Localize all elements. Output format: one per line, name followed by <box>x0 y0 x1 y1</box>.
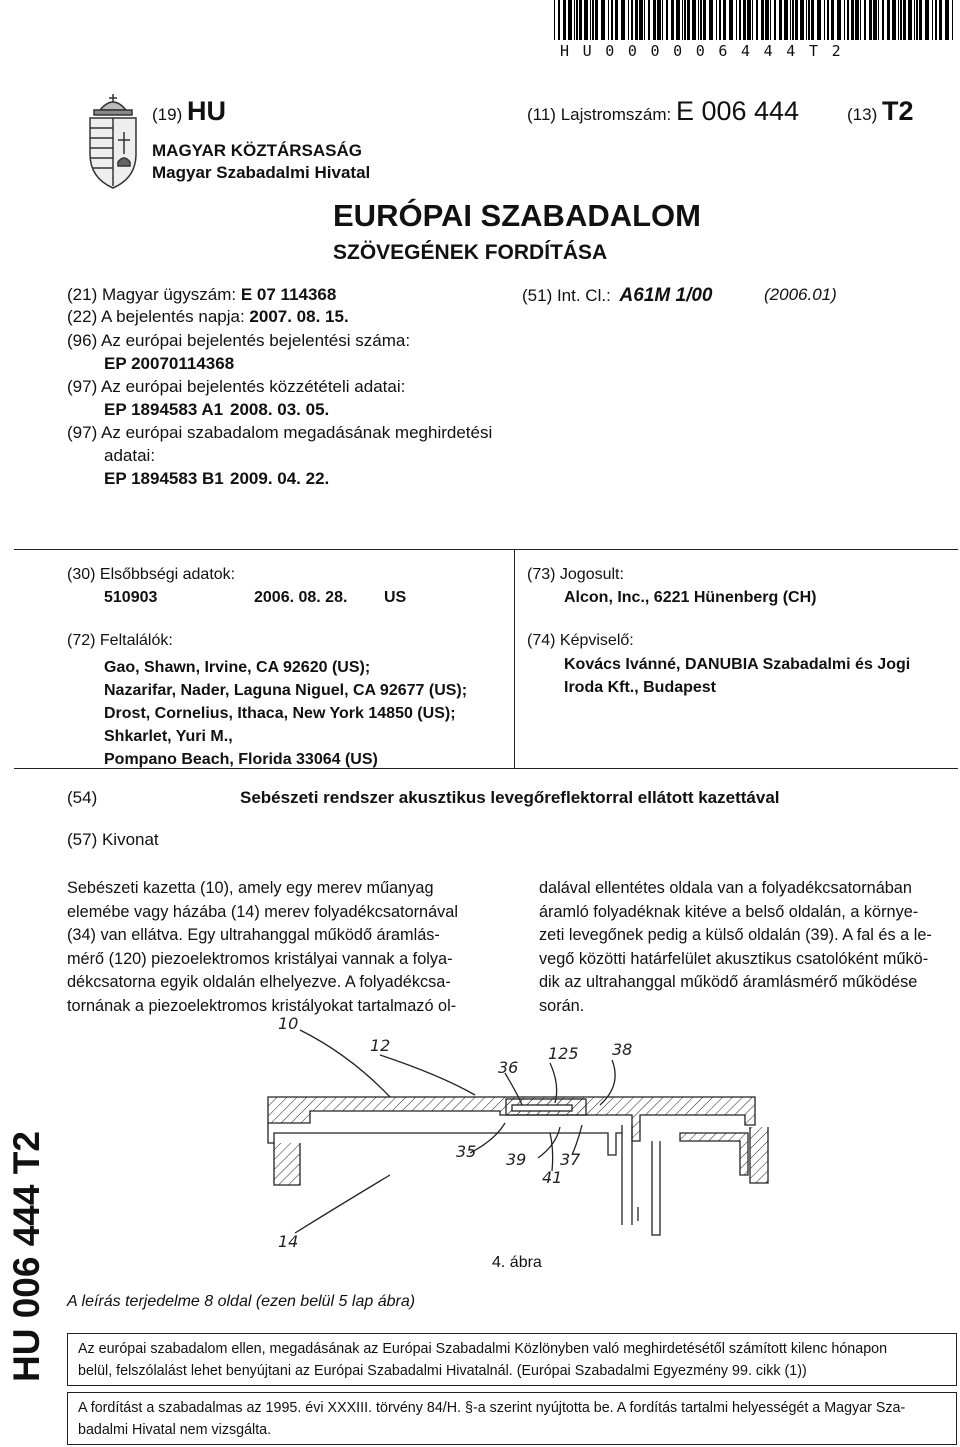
barcode-bar <box>925 0 929 40</box>
barcode-bar <box>698 0 699 40</box>
kind-code-line <box>847 96 913 127</box>
registry-number: E 006 444 <box>675 96 800 126</box>
barcode-bar <box>574 0 575 40</box>
translation-line1: A fordítást a szabadalmas az 1995. évi XXXIII. törvény 84/H. §-a szerint nyújtotta be. A fordítás tartalmi helyességét a Magyar Sza- <box>78 1400 906 1416</box>
barcode-bar <box>592 0 594 40</box>
barcode-bar <box>779 0 782 40</box>
country-line <box>152 96 226 127</box>
barcode-bar <box>584 0 588 40</box>
barcode-bar <box>952 0 953 40</box>
abstract-line: áramló folyadéknak kitéve a belső oldalán, a környe- <box>539 902 919 921</box>
field-97a-label: (97) Az európai bejelentés közzétételi adatai: <box>67 377 406 396</box>
barcode-bar <box>873 0 877 40</box>
figure-label: 36 <box>498 1058 519 1077</box>
field-57-label: (57) Kivonat <box>67 830 159 849</box>
barcode-bar <box>554 0 555 40</box>
figure-label: 41 <box>542 1168 563 1187</box>
translation-line2: badalmi Hivatal nem vizsgálta. <box>78 1422 272 1438</box>
inventor-line: Drost, Cornelius, Ithaca, New York 14850 (US); <box>104 705 456 722</box>
invention-title: Sebészeti rendszer akusztikus levegőreflektorral ellátott kazettával <box>240 788 780 807</box>
figure-label: 14 <box>278 1232 299 1251</box>
field-30-label: (30) Elsőbbségi adatok: <box>67 566 236 583</box>
barcode-bar <box>644 0 645 40</box>
abstract-line: mérő (120) piezoelektromos kristályai vannak a folya- <box>67 949 453 968</box>
barcode-bar <box>824 0 825 40</box>
field-97b-number: EP 1894583 B1 <box>104 469 224 488</box>
barcode-bar <box>770 0 771 40</box>
opposition-line2: belül, felszólalást lehet benyújtani az Európai Szabadalmi Hivatalnál. (Európai Szabadalmi Egyezmény 99. cikk (1)) <box>78 1363 807 1379</box>
barcode-bar <box>774 0 776 40</box>
field-21-label: (21) Magyar ügyszám: <box>67 285 237 304</box>
barcode-bar <box>806 0 807 40</box>
barcode-bar <box>851 0 854 40</box>
barcode-bar <box>831 0 834 40</box>
barcode-bar <box>898 0 899 40</box>
abstract-line: során. <box>539 996 585 1015</box>
abstract-line: (34) van ellátva. Egy ultrahanggal működő áramlás- <box>67 926 440 944</box>
figure-label: 12 <box>370 1036 391 1055</box>
document-subtitle: SZÖVEGÉNEK FORDÍTÁSA <box>333 241 608 264</box>
figure-label: 125 <box>548 1044 579 1063</box>
barcode-bar <box>621 0 625 40</box>
barcode-bar <box>827 0 829 40</box>
barcode-bar <box>657 0 661 40</box>
field-22-label: (22) A bejelentés napja: <box>67 307 245 326</box>
barcode-bar <box>847 0 849 40</box>
barcode-bar <box>878 0 879 40</box>
barcode-text: HU000006444T2 <box>560 42 855 60</box>
barcode-bar <box>611 0 613 40</box>
barcode-bar <box>914 0 915 40</box>
barcode-bar <box>684 0 686 40</box>
barcode-bar <box>608 0 609 40</box>
barcode-bar <box>882 0 884 40</box>
office-name-line2: Magyar Szabadalmi Hivatal <box>152 163 371 182</box>
side-document-number: HU 006 444 T2 <box>6 1131 47 1382</box>
barcode-bar <box>716 0 717 40</box>
field-97b-date: 2009. 04. 22. <box>230 469 330 488</box>
abstract-line: dalával ellentétes oldala van a folyadékcsatornában <box>539 879 912 897</box>
registry-number-line <box>527 96 799 127</box>
field-97b-label-line1: (97) Az európai szabadalom megadásának meghirdetési <box>67 423 493 442</box>
barcode-bar <box>709 0 713 40</box>
abstract-right-column <box>539 877 957 1018</box>
office-name-line1: MAGYAR KÖZTÁRSASÁG <box>152 141 362 160</box>
field-22 <box>67 307 349 327</box>
barcode-bar <box>800 0 804 40</box>
field-96-value: EP 20070114368 <box>104 354 235 373</box>
field-74-label: (74) Képviselő: <box>527 632 634 649</box>
barcode-bar <box>903 0 906 40</box>
abstract-line: vegő közötti határfelület akusztikus csatolóként műkö- <box>539 949 929 968</box>
field-51-label: (51) Int. Cl.: <box>522 286 611 305</box>
country-code: HU <box>186 96 226 126</box>
barcode-bar <box>595 0 598 40</box>
barcode-bar <box>676 0 680 40</box>
figure-label: 35 <box>456 1142 477 1161</box>
figure-label: 38 <box>612 1040 633 1059</box>
abstract-line: zeti levegőnek pedig a külső oldalán (39). A fal és a le- <box>539 926 932 944</box>
field-30-date: 2006. 08. 28. <box>254 589 348 606</box>
barcode-bar <box>790 0 791 40</box>
field-97b-label-line2: adatai: <box>104 446 156 465</box>
field-22-value: 2007. 08. 15. <box>249 307 349 326</box>
field-96-label: (96) Az európai bejelentés bejelentési száma: <box>67 331 411 350</box>
barcode-bar <box>628 0 629 40</box>
barcode-bar <box>631 0 633 40</box>
abstract-left-column <box>67 877 485 1018</box>
barcode-bar <box>932 0 933 40</box>
barcode-bar <box>765 0 769 40</box>
barcode-bar <box>563 0 566 40</box>
barcode-bar <box>860 0 861 40</box>
field-97a-date: 2008. 03. 05. <box>230 400 330 419</box>
barcode-bar <box>916 0 918 40</box>
barcode-bar <box>579 0 582 40</box>
abstract-line: dékcsatorna egyik oldalán elhelyezve. A folyadékcsa- <box>67 973 451 991</box>
field-51-class: A61M 1/00 <box>619 285 713 306</box>
field-21 <box>67 285 336 305</box>
inventor-line: Pompano Beach, Florida 33064 (US) <box>104 751 378 768</box>
field-54-label: (54) <box>67 788 98 807</box>
barcode-bar <box>662 0 663 40</box>
registry-number-label: (11) Lajstromszám: <box>527 105 672 124</box>
barcode-bar <box>635 0 638 40</box>
barcode-bar <box>601 0 605 40</box>
barcode-bar <box>648 0 650 40</box>
barcode-bar <box>743 0 746 40</box>
field-51-version: (2006.01) <box>764 285 837 304</box>
barcode-bar <box>752 0 753 40</box>
barcode-bar <box>795 0 798 40</box>
barcode-bar <box>761 0 764 40</box>
field-73-value: Alcon, Inc., 6221 Hünenberg (CH) <box>564 589 817 606</box>
barcode-bar <box>837 0 841 40</box>
field-72-label: (72) Feltalálók: <box>67 632 173 649</box>
barcode-image <box>554 0 959 40</box>
barcode-bar <box>719 0 721 40</box>
barcode-bar <box>576 0 578 40</box>
barcode-bar <box>568 0 572 40</box>
barcode-bar <box>844 0 845 40</box>
opposition-notice-box <box>67 1333 957 1386</box>
barcode-bar <box>817 0 821 40</box>
barcode-bar <box>682 0 683 40</box>
barcode-bar <box>784 0 788 40</box>
barcode-bar <box>808 0 810 40</box>
document-title: EURÓPAI SZABADALOM <box>333 198 701 233</box>
kind-code: T2 <box>881 96 914 126</box>
barcode-bar <box>892 0 896 40</box>
barcode-bar <box>723 0 726 40</box>
field-51 <box>522 285 713 307</box>
abstract-line: tornának a piezoelektromos kristályokat tartalmazó ol- <box>67 996 457 1015</box>
barcode-bar <box>919 0 922 40</box>
field-97a-number: EP 1894583 A1 <box>104 400 224 419</box>
barcode-bar <box>864 0 866 40</box>
barcode-bar <box>700 0 702 40</box>
barcode-bar <box>747 0 751 40</box>
barcode-bar <box>811 0 814 40</box>
barcode-bar <box>756 0 758 40</box>
field-30-country: US <box>384 589 407 606</box>
inventor-line: Gao, Shawn, Irvine, CA 92620 (US); <box>104 659 371 676</box>
field-74-line2: Iroda Kft., Budapest <box>564 679 717 696</box>
barcode-bar <box>900 0 902 40</box>
barcode-bar <box>653 0 656 40</box>
inventor-line: Shkarlet, Yuri M., <box>104 728 233 745</box>
barcode-bar <box>590 0 591 40</box>
barcode-bar <box>945 0 949 40</box>
field-30-number: 510903 <box>104 589 158 606</box>
abstract-line: dik az ultrahanggal működő áramlásmérő működése <box>539 973 918 991</box>
inventor-line: Nazarifar, Nader, Laguna Niguel, CA 92677 (US); <box>104 682 468 699</box>
barcode-bar <box>729 0 733 40</box>
field-21-value: E 07 114368 <box>240 285 337 304</box>
barcode-bar <box>671 0 674 40</box>
separator-line-top <box>14 549 958 550</box>
patent-drawing-figure-4 <box>260 1015 780 1265</box>
hungarian-coat-of-arms-logo <box>80 92 146 190</box>
translation-notice-box <box>67 1392 957 1445</box>
barcode-bar <box>855 0 859 40</box>
barcode-bar <box>639 0 643 40</box>
country-code-label: (19) <box>152 105 183 124</box>
barcode-bar <box>939 0 942 40</box>
abstract-line: Sebészeti kazetta (10), amely egy merev műanyag <box>67 879 434 897</box>
inventor-list <box>104 656 467 771</box>
barcode-bar <box>908 0 912 40</box>
barcode-bar <box>887 0 890 40</box>
figure-label: 10 <box>278 1015 299 1033</box>
barcode-bar <box>558 0 560 40</box>
barcode-bar <box>615 0 618 40</box>
barcode-bar <box>935 0 937 40</box>
barcode-bar <box>739 0 741 40</box>
figure-caption: 4. ábra <box>492 1254 542 1271</box>
barcode-bar <box>692 0 696 40</box>
barcode-bar <box>703 0 706 40</box>
kind-code-label: (13) <box>847 105 878 124</box>
barcode-bar <box>792 0 794 40</box>
field-74-line1: Kovács Ivánné, DANUBIA Szabadalmi és Jogi <box>564 656 911 673</box>
barcode-bar <box>736 0 737 40</box>
barcode-bar <box>869 0 872 40</box>
barcode-bar <box>687 0 690 40</box>
figure-label: 39 <box>506 1150 527 1169</box>
barcode-bar <box>666 0 668 40</box>
figure-label: 37 <box>560 1150 581 1169</box>
opposition-line1: Az európai szabadalom ellen, megadásának az Európai Szabadalmi Közlönyben való meghirdetésétől számított kilenc hónapon <box>78 1341 888 1357</box>
abstract-line: elemébe vagy házába (14) merev folyadékcsatornával <box>67 902 458 921</box>
page-count-note: A leírás terjedelme 8 oldal (ezen belül 5 lap ábra) <box>67 1293 416 1310</box>
column-divider <box>514 549 515 768</box>
field-73-label: (73) Jogosult: <box>527 566 624 583</box>
